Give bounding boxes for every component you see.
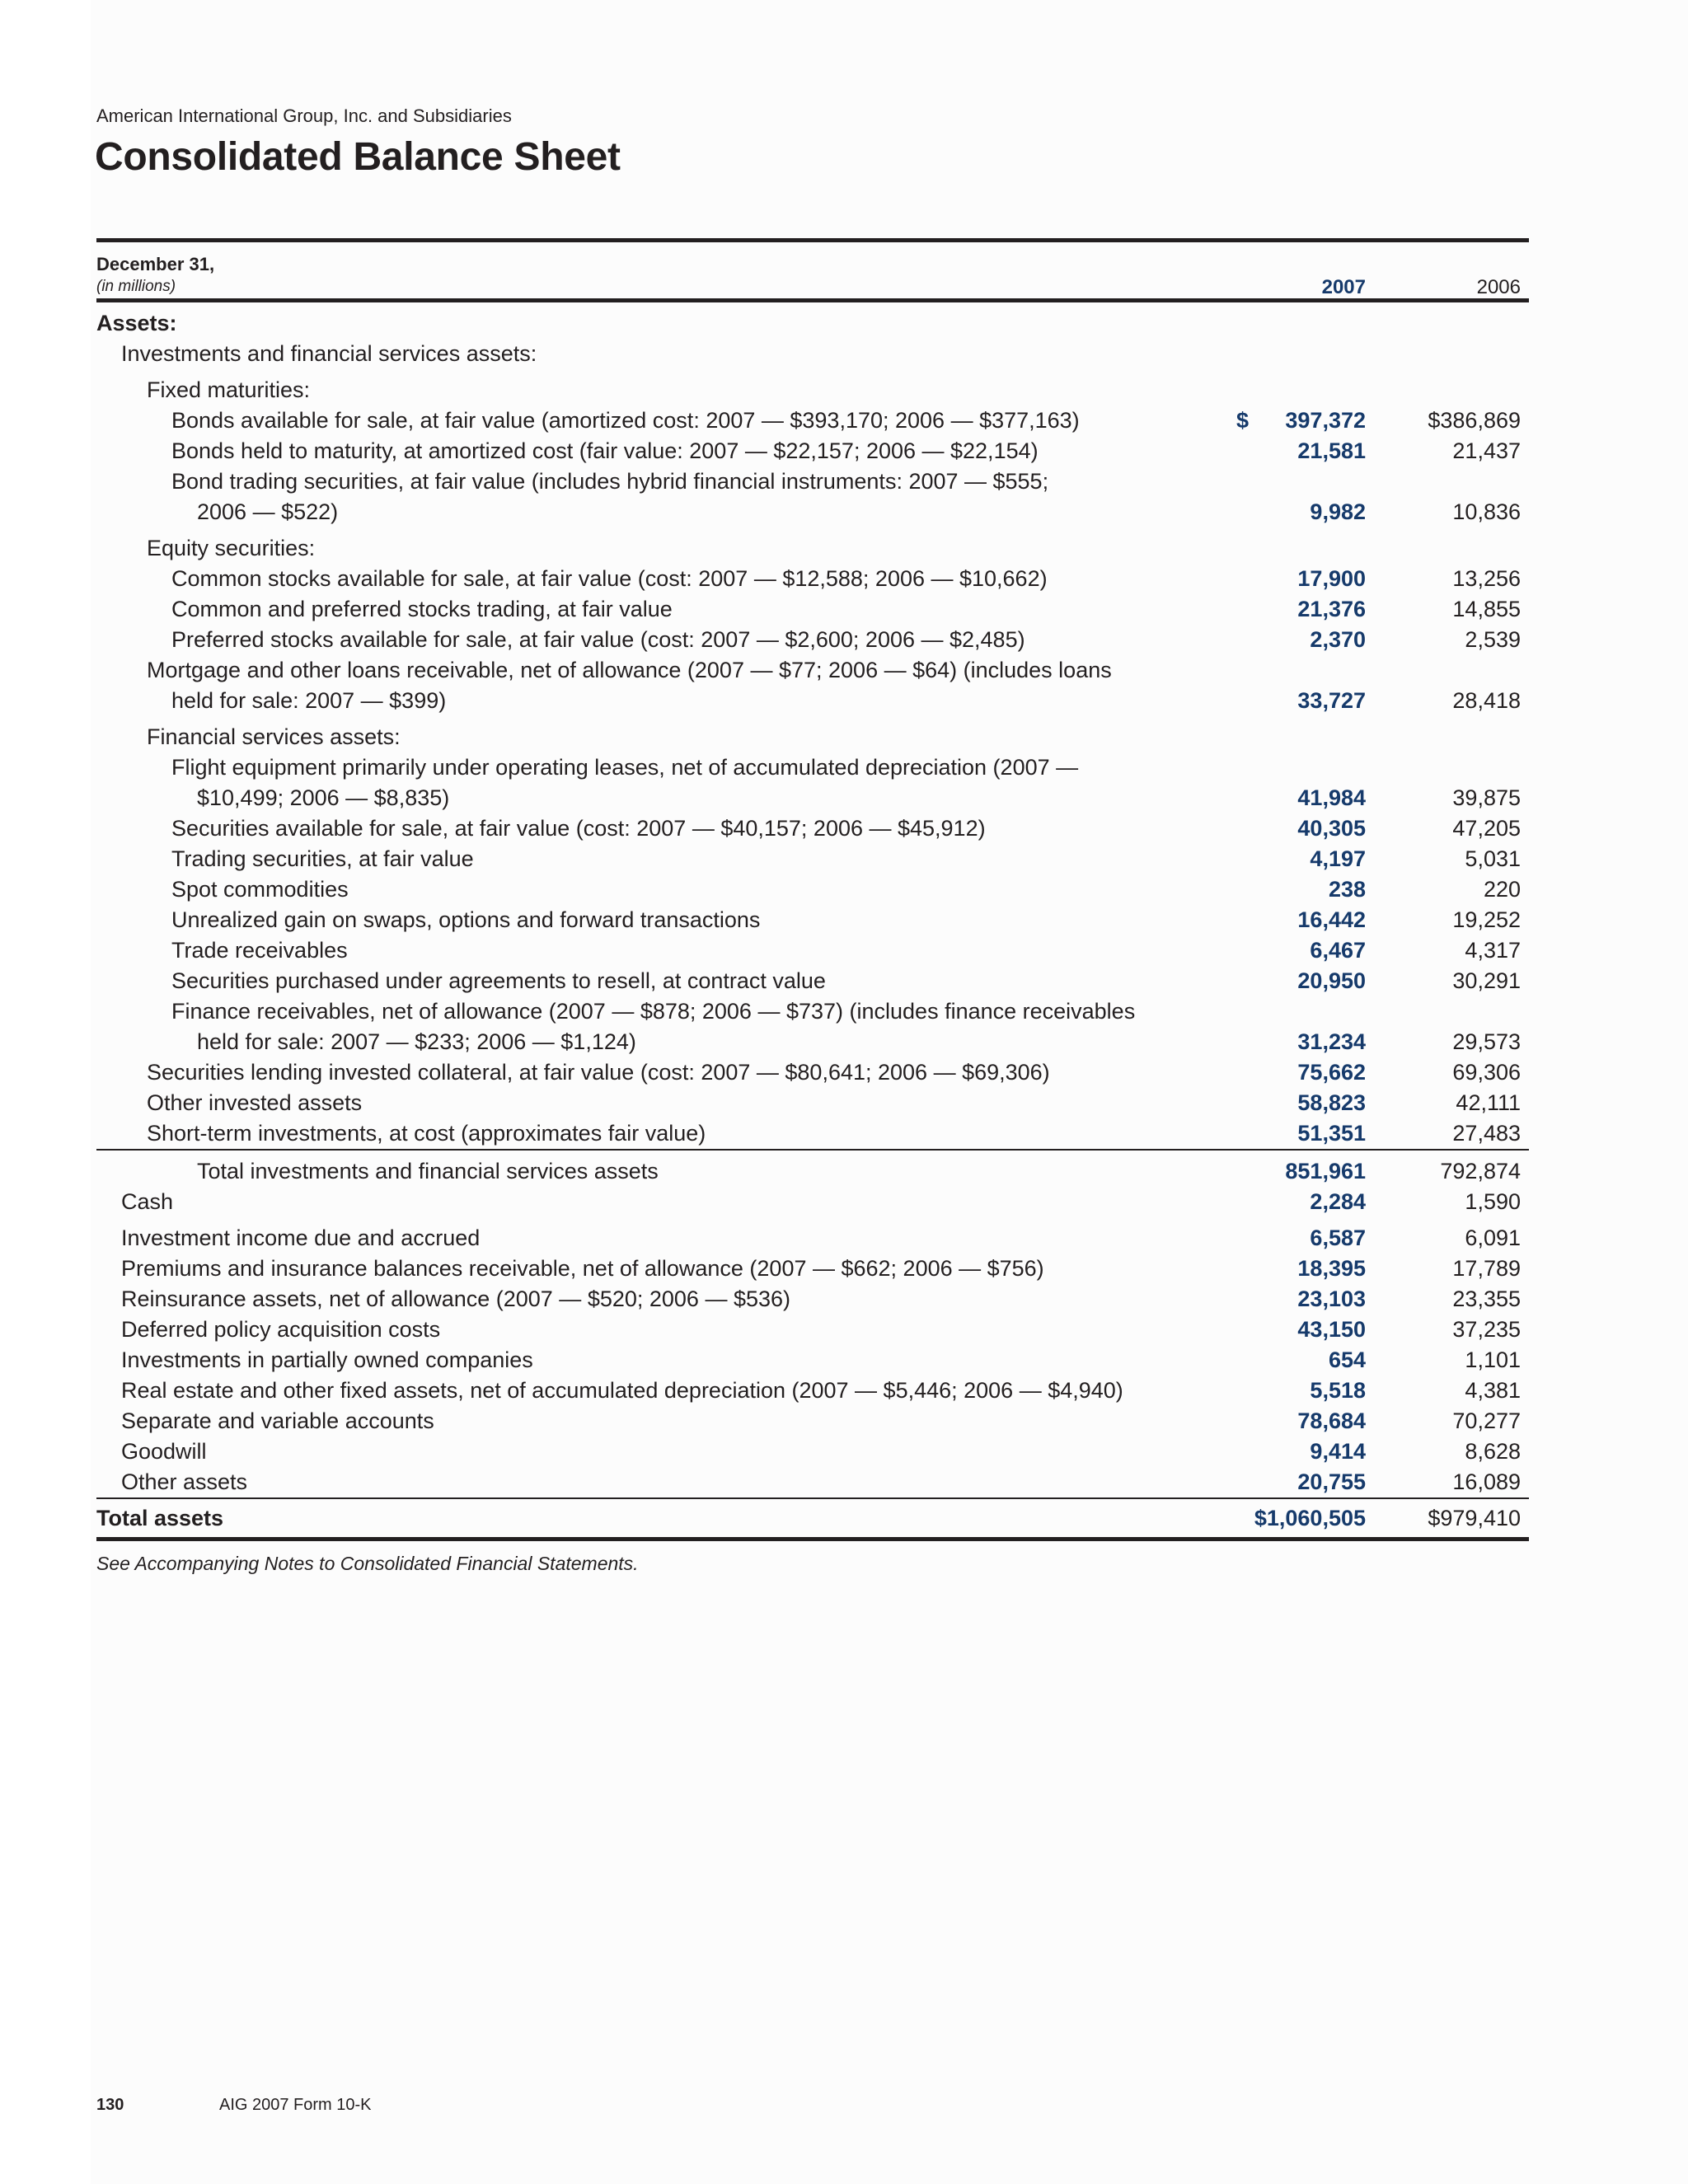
value-2007: 51,351 [1297, 1121, 1366, 1146]
spacer [96, 369, 1529, 375]
column-header-2006: 2006 [1476, 276, 1521, 298]
row-label: Flight equipment primarily under operating leases, net of accumulated depreciation (2007 — [171, 755, 1079, 780]
table-row [96, 813, 1529, 844]
spacer [96, 716, 1529, 722]
row-label: Securities purchased under agreements to resell, at contract value [171, 968, 826, 993]
value-2007: 6,467 [1310, 938, 1366, 963]
section-heading [96, 308, 1529, 339]
value-2007: 5,518 [1310, 1378, 1366, 1403]
table-row [96, 564, 1529, 594]
row-label-continued: held for sale: 2007 — $233; 2006 — $1,124) [197, 1029, 636, 1054]
value-2007: 397,372 [1285, 408, 1366, 433]
value-2006: 39,875 [1452, 785, 1521, 810]
total-assets-row [96, 1499, 1529, 1537]
row-label: Securities lending invested collateral, at fair value (cost: 2007 — $80,641; 2006 — $69,306) [147, 1060, 1050, 1085]
value-2007: 43,150 [1297, 1317, 1366, 1342]
value-2006: 792,874 [1440, 1159, 1521, 1183]
group-label: Investments and financial services assets: [121, 341, 537, 366]
value-2006: 28,418 [1452, 688, 1521, 713]
row-label: Bonds held to maturity, at amortized cost (fair value: 2007 — $22,157; 2006 — $22,154) [171, 438, 1039, 463]
bottom-rule [96, 1537, 1529, 1541]
row-label: Preferred stocks available for sale, at fair value (cost: 2007 — $2,600; 2006 — $2,485) [171, 627, 1025, 652]
value-2006: 27,483 [1452, 1121, 1521, 1146]
row-label: Goodwill [121, 1439, 207, 1464]
spacer [96, 527, 1529, 533]
value-2006: 16,089 [1452, 1469, 1521, 1494]
value-2006: $979,410 [1428, 1506, 1521, 1530]
row-label: Real estate and other fixed assets, net of accumulated depreciation (2007 — $5,446; 2006 — $4,940) [121, 1378, 1123, 1403]
row-label: Investment income due and accrued [121, 1226, 481, 1250]
table-row-line1 [96, 752, 1529, 783]
table-row [96, 783, 1529, 813]
value-2006: 17,789 [1452, 1256, 1521, 1281]
table-row [96, 1376, 1529, 1406]
value-2007: 6,587 [1310, 1226, 1366, 1250]
value-2007: 9,982 [1310, 499, 1366, 524]
table-row [96, 594, 1529, 625]
value-2006: 4,381 [1465, 1378, 1521, 1403]
row-label: Reinsurance assets, net of allowance (2007 — $520; 2006 — $536) [121, 1286, 791, 1311]
spacer [96, 1151, 1529, 1156]
value-2006: 69,306 [1452, 1060, 1521, 1085]
value-2007: $1,060,505 [1254, 1506, 1366, 1530]
table-row [96, 1027, 1529, 1057]
value-2006: 8,628 [1465, 1439, 1521, 1464]
row-label: Bonds available for sale, at fair value (amortized cost: 2007 — $393,170; 2006 — $377,163) [171, 408, 1080, 433]
value-2006: 29,573 [1452, 1029, 1521, 1054]
value-2007: 58,823 [1297, 1090, 1366, 1115]
table-row-line1 [96, 655, 1529, 686]
subgroup-label: Financial services assets: [147, 724, 401, 749]
table-row [96, 1057, 1529, 1088]
value-2006: 1,590 [1465, 1189, 1521, 1214]
table-row [96, 966, 1529, 996]
row-label: Bond trading securities, at fair value (includes hybrid financial instruments: 2007 — $555; [171, 469, 1049, 494]
value-2007: 18,395 [1297, 1256, 1366, 1281]
table-row [96, 1088, 1529, 1118]
table-row [96, 1406, 1529, 1436]
page-number: 130 [96, 2096, 124, 2114]
value-2007: 23,103 [1297, 1286, 1366, 1311]
table-row [96, 686, 1529, 716]
row-label: Premiums and insurance balances receivable, net of allowance (2007 — $662; 2006 — $756) [121, 1256, 1044, 1281]
row-label: Other invested assets [147, 1090, 363, 1115]
row-label: Finance receivables, net of allowance (2007 — $878; 2006 — $737) (includes finance receivables [171, 999, 1136, 1024]
table-row [96, 935, 1529, 966]
table-row [96, 874, 1529, 905]
table-row [96, 436, 1529, 466]
row-label: Spot commodities [171, 877, 349, 902]
row-label: Investments in partially owned companies [121, 1347, 533, 1372]
subtotal-label: Total investments and financial services assets [197, 1159, 659, 1183]
table-row [96, 405, 1529, 436]
table-row [96, 1118, 1529, 1149]
spacer [96, 1217, 1529, 1223]
group-heading [96, 339, 1529, 369]
row-label-continued: held for sale: 2007 — $399) [171, 688, 447, 713]
page-title: Consolidated Balance Sheet [95, 135, 621, 179]
value-2007: 75,662 [1297, 1060, 1366, 1085]
row-label: Other assets [121, 1469, 248, 1494]
value-2006: 14,855 [1452, 597, 1521, 621]
row-label: Securities available for sale, at fair value (cost: 2007 — $40,157; 2006 — $45,912) [171, 816, 986, 841]
subgroup-label: Fixed maturities: [147, 377, 311, 402]
value-2006: 2,539 [1465, 627, 1521, 652]
value-2007: 33,727 [1297, 688, 1366, 713]
value-2007: 238 [1328, 877, 1366, 902]
table-row [96, 1467, 1529, 1497]
value-2006: 220 [1483, 877, 1521, 902]
value-2007: 41,984 [1297, 785, 1366, 810]
value-2006: 47,205 [1452, 816, 1521, 841]
column-header-2007: 2007 [1321, 276, 1366, 298]
subgroup-heading [96, 375, 1529, 405]
value-2006: 70,277 [1452, 1408, 1521, 1433]
row-label-continued: 2006 — $522) [197, 499, 339, 524]
table-row [96, 1223, 1529, 1254]
table-row [96, 1345, 1529, 1376]
value-2006: 21,437 [1452, 438, 1521, 463]
value-2006: 5,031 [1465, 846, 1521, 871]
table-row [96, 844, 1529, 874]
subgroup-heading [96, 722, 1529, 752]
value-2007: 40,305 [1297, 816, 1366, 841]
value-2006: 10,836 [1452, 499, 1521, 524]
value-2006: 4,317 [1465, 938, 1521, 963]
row-label: Separate and variable accounts [121, 1408, 434, 1433]
table-row [96, 1284, 1529, 1315]
row-label: Cash [121, 1189, 174, 1214]
table-header [96, 242, 1529, 298]
date-label: December 31, [96, 254, 215, 274]
value-2007: 654 [1328, 1347, 1366, 1372]
value-2007: 16,442 [1297, 907, 1366, 932]
value-2007: 78,684 [1297, 1408, 1366, 1433]
row-label: Trade receivables [171, 938, 348, 963]
balance-sheet-table [96, 238, 1529, 1541]
value-2006: 1,101 [1465, 1347, 1521, 1372]
value-2006: 30,291 [1452, 968, 1521, 993]
company-name: American International Group, Inc. and Subsidiaries [96, 105, 512, 126]
row-label-continued: $10,499; 2006 — $8,835) [197, 785, 450, 810]
footnote: See Accompanying Notes to Consolidated Financial Statements. [96, 1553, 639, 1574]
row-label: Common and preferred stocks trading, at fair value [171, 597, 673, 621]
table-row-line1 [96, 466, 1529, 497]
value-2006: 23,355 [1452, 1286, 1521, 1311]
value-2007: 2,370 [1310, 627, 1366, 652]
units-label: (in millions) [96, 278, 176, 295]
dollar-sign: $ [1236, 408, 1249, 433]
document-name: AIG 2007 Form 10-K [219, 2096, 372, 2114]
table-row [96, 1315, 1529, 1345]
row-label: Mortgage and other loans receivable, net of allowance (2007 — $77; 2006 — $64) (includes loans [147, 658, 1112, 682]
table-row [96, 497, 1529, 527]
value-2007: 21,581 [1297, 438, 1366, 463]
value-2007: 20,755 [1297, 1469, 1366, 1494]
subgroup-label: Equity securities: [147, 536, 316, 560]
row-label: Short-term investments, at cost (approximates fair value) [147, 1121, 706, 1146]
subtotal-row [96, 1156, 1529, 1187]
table-row [96, 625, 1529, 655]
table-row [96, 1436, 1529, 1467]
row-label: Trading securities, at fair value [171, 846, 474, 871]
value-2006: $386,869 [1428, 408, 1521, 433]
value-2007: 20,950 [1297, 968, 1366, 993]
subgroup-heading [96, 533, 1529, 564]
row-label: Deferred policy acquisition costs [121, 1317, 441, 1342]
value-2007: 31,234 [1297, 1029, 1366, 1054]
value-2007: 4,197 [1310, 846, 1366, 871]
value-2006: 37,235 [1452, 1317, 1521, 1342]
row-label: Common stocks available for sale, at fair value (cost: 2007 — $12,588; 2006 — $10,662) [171, 566, 1048, 591]
value-2006: 42,111 [1456, 1090, 1521, 1115]
value-2007: 9,414 [1310, 1439, 1366, 1464]
value-2007: 21,376 [1297, 597, 1366, 621]
spacer [96, 302, 1529, 308]
table-row [96, 905, 1529, 935]
value-2006: 19,252 [1452, 907, 1521, 932]
table-row [96, 1187, 1529, 1217]
row-label: Unrealized gain on swaps, options and forward transactions [171, 907, 761, 932]
table-row-line1 [96, 996, 1529, 1027]
value-2007: 17,900 [1297, 566, 1366, 591]
value-2006: 6,091 [1465, 1226, 1521, 1250]
value-2007: 2,284 [1310, 1189, 1366, 1214]
section-label: Assets: [96, 311, 177, 335]
total-assets-label: Total assets [96, 1506, 224, 1530]
value-2006: 13,256 [1452, 566, 1521, 591]
value-2007: 851,961 [1285, 1159, 1366, 1183]
table-row [96, 1254, 1529, 1284]
